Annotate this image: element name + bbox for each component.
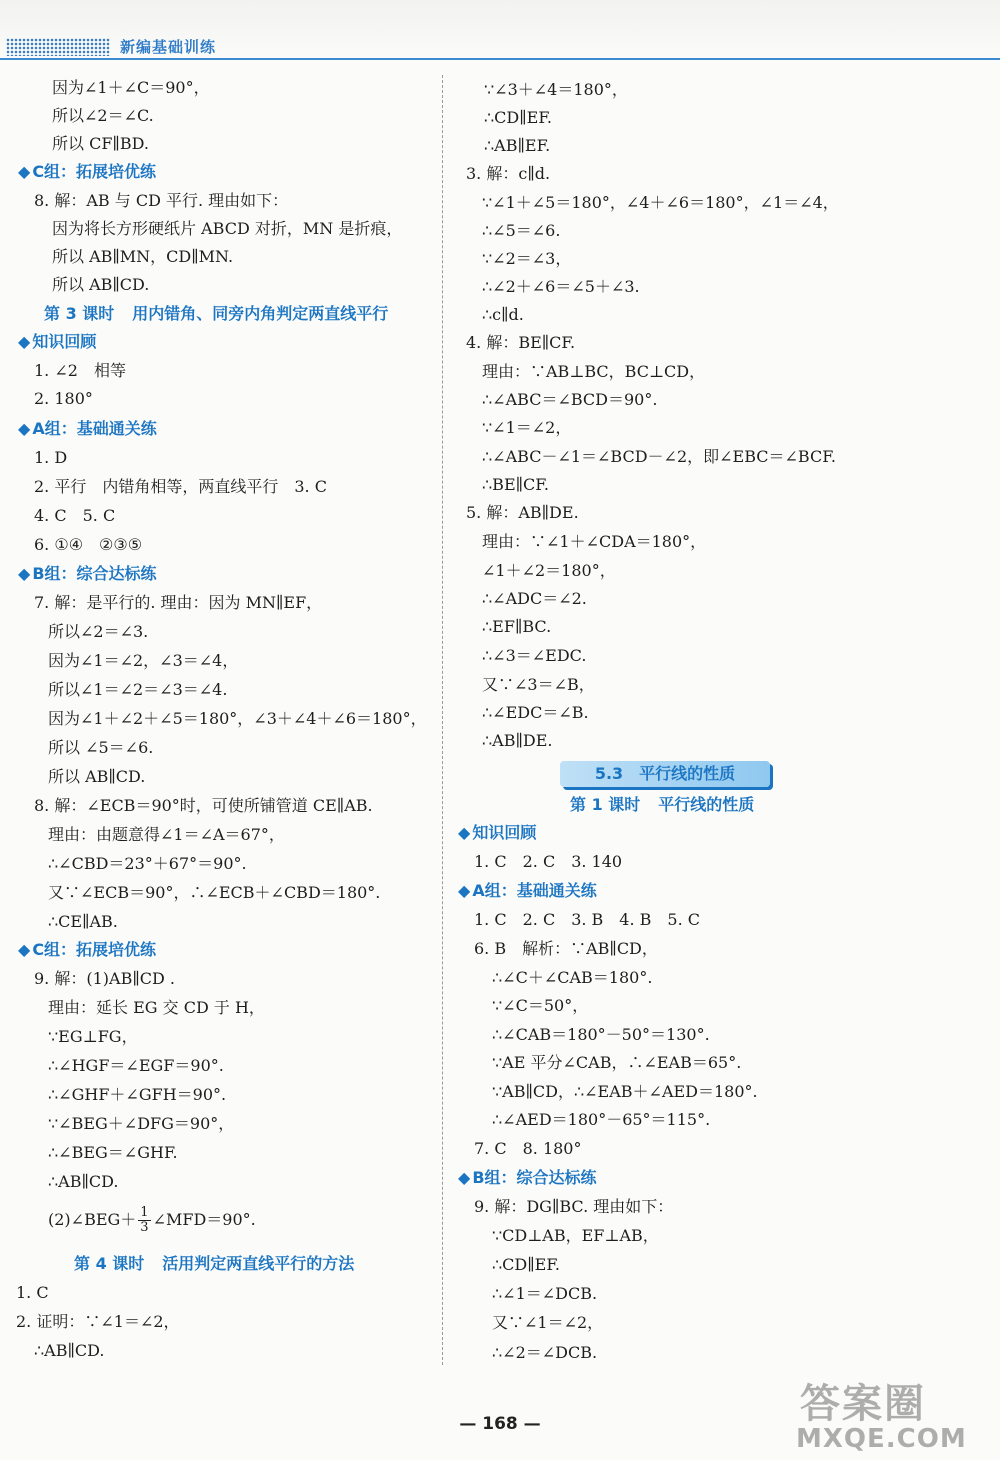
watermark-url: MXQE.COM	[796, 1424, 967, 1454]
text-line: ∴∠ADC＝∠2.	[482, 589, 587, 608]
text-line: ∴∠2＝∠DCB.	[492, 1343, 598, 1362]
diamond-icon: ◆	[18, 419, 31, 438]
text-line: 因为∠1＋∠C＝90°，	[52, 78, 210, 97]
text-line: 因为∠1＋∠2＋∠5＝180°，∠3＋∠4＋∠6＝180°，	[48, 709, 427, 728]
text-line: 又∵∠1＝∠2，	[492, 1313, 604, 1332]
text-line: ∴AB∥CD.	[48, 1172, 119, 1191]
text-line: 9. 解：(1)AB∥CD .	[34, 969, 175, 988]
text-line: 1. C	[16, 1283, 49, 1302]
text-line: 理由：∵AB⊥BC，BC⊥CD，	[482, 362, 706, 381]
text-line: ∵AB∥CD，∴∠EAB＋∠AED＝180°.	[492, 1082, 758, 1101]
text-line: ∴AB∥DE.	[482, 731, 553, 750]
section-heading-a: ◆ A组：基础通关练	[458, 881, 597, 900]
text-line: 理由：由题意得∠1＝∠A＝67°，	[48, 825, 285, 844]
diamond-icon: ◆	[458, 1168, 471, 1187]
header-title: 新编基础训练	[120, 38, 217, 56]
text-line: 3. 解：c∥d.	[466, 164, 551, 183]
text-line: 所以 CF∥BD.	[52, 134, 149, 153]
text-line: 9. 解：DG∥BC. 理由如下：	[474, 1197, 674, 1216]
text-line: ∵CD⊥AB，EF⊥AB，	[492, 1226, 659, 1245]
text-line: ∴∠CAB＝180°－50°＝130°.	[492, 1025, 710, 1044]
text-line: ∴AB∥EF.	[484, 136, 551, 155]
text-line: 2. 平行 内错角相等，两直线平行 3. C	[34, 477, 327, 496]
lesson-heading-4: 第 4 课时 活用判定两直线平行的方法	[74, 1254, 355, 1273]
text-line: 1. D	[34, 448, 68, 467]
text-line: ∵∠2＝∠3，	[482, 249, 572, 268]
text-line: 1. ∠2 相等	[34, 361, 126, 380]
diamond-icon: ◆	[18, 332, 31, 351]
text-line: ∵∠3＋∠4＝180°，	[484, 80, 628, 99]
text-line: 理由：∵∠1＋∠CDA＝180°，	[482, 532, 707, 551]
page-number: — 168 —	[459, 1414, 541, 1434]
text-line: 7. 解：是平行的. 理由：因为 MN∥EF，	[34, 593, 323, 612]
text-line: ∴∠2＋∠6＝∠5＋∠3.	[482, 277, 640, 296]
text-line: ∴∠EDC＝∠B.	[482, 703, 589, 722]
column-divider	[442, 75, 443, 1365]
diamond-icon: ◆	[458, 823, 471, 842]
text-line: 2. 证明：∵∠1＝∠2，	[16, 1312, 180, 1331]
text-line: 所以∠2＝∠C.	[52, 106, 154, 125]
text-line: 8. 解：AB 与 CD 平行. 理由如下：	[34, 191, 289, 210]
diamond-icon: ◆	[18, 940, 31, 959]
text-line: ∴∠AED＝180°－65°＝115°.	[492, 1110, 711, 1129]
text-line: 1. C 2. C 3. 140	[474, 852, 623, 871]
text-line: ∴∠5＝∠6.	[482, 221, 561, 240]
text-line: 所以∠1＝∠2＝∠3＝∠4.	[48, 680, 228, 699]
header-dot-pattern	[6, 38, 110, 56]
text-line: 因为∠1＝∠2，∠3＝∠4，	[48, 651, 239, 670]
text-line: ∴∠CBD＝23°＋67°＝90°.	[48, 854, 247, 873]
text-line: ∴∠HGF＝∠EGF＝90°.	[48, 1056, 224, 1075]
text-line: ∵∠1＋∠5＝180°，∠4＋∠6＝180°，∠1＝∠4，	[482, 193, 839, 212]
text-line: ∴∠C＋∠CAB＝180°.	[492, 968, 653, 987]
text-line: ∵∠C＝50°，	[492, 996, 589, 1015]
text-line: 4. C 5. C	[34, 506, 116, 525]
text-line: 8. 解：∠ECB＝90°时，可使所铺管道 CE∥AB.	[34, 796, 373, 815]
page-header	[0, 0, 1000, 60]
text-line: 4. 解：BE∥CF.	[466, 333, 576, 352]
text-line: ∴CD∥EF.	[484, 108, 553, 127]
text-line: 所以 ∠5＝∠6.	[48, 738, 154, 757]
text-line: 因为将长方形硬纸片 ABCD 对折，MN 是折痕，	[52, 219, 403, 238]
text-line: ∴EF∥BC.	[482, 617, 552, 636]
section-heading-b: ◆ B组：综合达标练	[18, 564, 157, 583]
text-line: ∴CD∥EF.	[492, 1255, 561, 1274]
section-heading-recall: ◆ 知识回顾	[458, 823, 537, 842]
section-heading-b: ◆ B组：综合达标练	[458, 1168, 597, 1187]
text-line: ∴∠1＝∠DCB.	[492, 1284, 598, 1303]
text-line: ∵EG⊥FG，	[48, 1027, 138, 1046]
text-line: 所以 AB∥CD.	[48, 767, 146, 786]
text-line: 又∵∠3＝∠B，	[482, 675, 595, 694]
text-line: 6. B 解析：∵AB∥CD，	[474, 939, 658, 958]
text-line: ∴AB∥CD.	[34, 1341, 105, 1360]
text-line: ∵AE 平分∠CAB，∴∠EAB＝65°.	[492, 1053, 742, 1072]
section-heading-c: ◆ C组：拓展培优练	[18, 162, 157, 181]
text-line: ∴∠BEG＝∠GHF.	[48, 1143, 178, 1162]
text-line: ∠1＋∠2＝180°，	[482, 561, 616, 580]
text-line: ∵∠BEG＋∠DFG＝90°，	[48, 1114, 235, 1133]
text-line: 7. C 8. 180°	[474, 1139, 582, 1158]
text-line: ∴c∥d.	[482, 305, 524, 324]
lesson-heading-3: 第 3 课时 用内错角、同旁内角判定两直线平行	[44, 304, 389, 323]
text-line: 所以 AB∥CD.	[52, 275, 150, 294]
text-line: ∴∠GHF＋∠GFH＝90°.	[48, 1085, 227, 1104]
text-line: ∴∠ABC－∠1＝∠BCD－∠2，即∠EBC＝∠BCF.	[482, 447, 836, 466]
text-line: 6. ①④ ②③⑤	[34, 535, 143, 554]
text-line: ∵∠1＝∠2，	[482, 418, 572, 437]
chapter-heading: 5.3 平行线的性质	[560, 761, 770, 787]
watermark	[790, 1372, 1000, 1460]
lesson-heading-1: 第 1 课时 平行线的性质	[570, 795, 755, 814]
watermark-seal: 答案圈	[800, 1381, 926, 1427]
text-line: ∴∠3＝∠EDC.	[482, 646, 587, 665]
section-heading-c2: ◆ C组：拓展培优练	[18, 940, 157, 959]
text-line: 1. C 2. C 3. B 4. B 5. C	[474, 910, 701, 929]
text-line: 所以 AB∥MN，CD∥MN.	[52, 247, 234, 266]
section-heading-a: ◆ A组：基础通关练	[18, 419, 157, 438]
text-line: 理由：延长 EG 交 CD 于 H，	[48, 998, 265, 1017]
diamond-icon: ◆	[18, 564, 31, 583]
text-line: ∴BE∥CF.	[482, 475, 549, 494]
section-heading-recall: ◆ 知识回顾	[18, 332, 97, 351]
diamond-icon: ◆	[458, 881, 471, 900]
header-rule	[0, 58, 1000, 60]
fraction-equation-line: (2)∠BEG＋ $\frac{1}{3}$ ∠MFD＝90°.	[48, 1205, 256, 1235]
fraction: $\frac{1}{3}$	[140, 1205, 149, 1235]
text-line: ∴CE∥AB.	[48, 912, 118, 931]
text-line: 5. 解：AB∥DE.	[466, 503, 579, 522]
diamond-icon: ◆	[18, 162, 31, 181]
text-line: 又∵∠ECB＝90°，∴∠ECB＋∠CBD＝180°.	[48, 883, 381, 902]
text-line: 所以∠2＝∠3.	[48, 622, 149, 641]
text-line: ∴∠ABC＝∠BCD＝90°.	[482, 390, 658, 409]
text-line: 2. 180°	[34, 389, 93, 408]
